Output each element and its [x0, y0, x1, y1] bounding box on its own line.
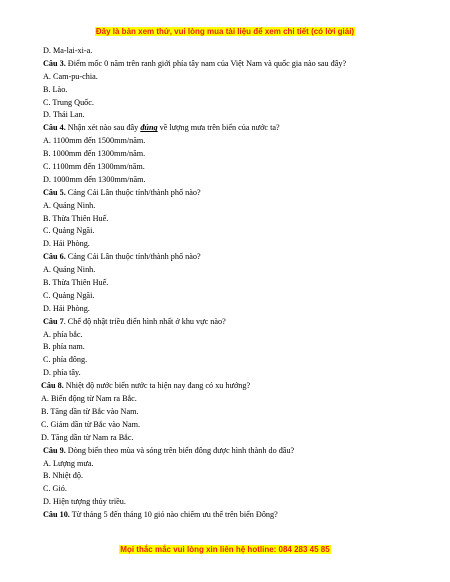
answer-option: B. Nhiệt độ. [43, 471, 84, 481]
answer-option: C. Gió. [43, 484, 67, 494]
answer-option: B. Tăng dần từ Bắc vào Nam. [41, 406, 139, 416]
answer-option: A. Cam-pu-chia. [43, 71, 98, 81]
answer-option: C. Quảng Ngãi. [43, 226, 95, 236]
answer-option: D. Ma-lai-xi-a. [43, 46, 93, 55]
question-8: Câu 8. Nhiệt độ nước biển nước ta hiện nay đang có xu hướng? [41, 381, 251, 391]
answer-option: A. phía bắc. [43, 329, 83, 339]
answer-option: B. Thừa Thiên Huế. [43, 278, 109, 288]
answer-option: D. 1000mm đến 1300mm/năm. [43, 174, 146, 184]
answer-option: D. Tăng dần từ Nam ra Bắc. [41, 432, 134, 442]
question-6: Câu 6. Cảng Cái Lân thuộc tỉnh/thành phố nào? [43, 252, 201, 262]
answer-option: B. Thừa Thiên Huế. [43, 213, 109, 223]
answer-option: C. Giảm dần từ Bắc vào Nam. [41, 419, 141, 429]
answer-option: A. 1100mm đến 1500mm/năm. [43, 136, 146, 146]
question-3: Câu 3. Điểm mốc 0 năm trên ranh giới phía tây nam của Việt Nam và quốc gia nào sau đây? [43, 58, 347, 68]
answer-option: D. Hiện tượng thủy triều. [43, 497, 126, 507]
answer-option: C. Trung Quốc. [43, 97, 94, 107]
answer-option: B. Lào. [43, 84, 68, 94]
answer-option: C. 1100mm đến 1300mm/năm. [43, 162, 145, 172]
question-9: Câu 9. Dòng biển theo mùa và sóng trên biển đông được hình thành do đâu? [43, 445, 295, 455]
answer-option: A. Quảng Ninh. [43, 265, 96, 275]
document-body [43, 45, 433, 522]
answer-option: D. Hải Phòng. [43, 303, 90, 313]
answer-option: C. Quảng Ngãi. [43, 290, 95, 300]
preview-notice: Đây là bản xem thử, vui lòng mua tài liệu để xem chi tiết (có lời giải) [95, 27, 355, 36]
answer-option: B. phía nam. [43, 342, 85, 352]
answer-option: A. Lượng mưa. [43, 458, 94, 468]
answer-option: D. Thái Lan. [43, 110, 85, 120]
question-5: Câu 5. Cảng Cái Lân thuộc tỉnh/thành phố nào? [43, 187, 201, 197]
question-4: Câu 4. Nhận xét nào sau đây đúng về lượng mưa trên biển của nước ta? [43, 123, 280, 133]
question-10: Câu 10. Từ tháng 5 đến tháng 10 gió nào chiếm ưu thế trên biển Đông? [43, 510, 278, 520]
hotline-notice: Mọi thắc mắc vui lòng xin liên hệ hotline: 084 283 45 85 [120, 545, 330, 554]
answer-option: D. Hải Phòng. [43, 239, 90, 249]
answer-option: D. phía tây. [43, 368, 81, 378]
question-7: Câu 7. Chế độ nhật triều điển hình nhất ở khu vực nào? [43, 316, 226, 326]
answer-option: A. Biến động từ Nam ra Bắc. [41, 394, 137, 404]
answer-option: A. Quảng Ninh. [43, 200, 96, 210]
answer-option: C. phía đông. [43, 355, 88, 365]
answer-option: B. 1000mm đến 1300mm/năm. [43, 149, 146, 159]
